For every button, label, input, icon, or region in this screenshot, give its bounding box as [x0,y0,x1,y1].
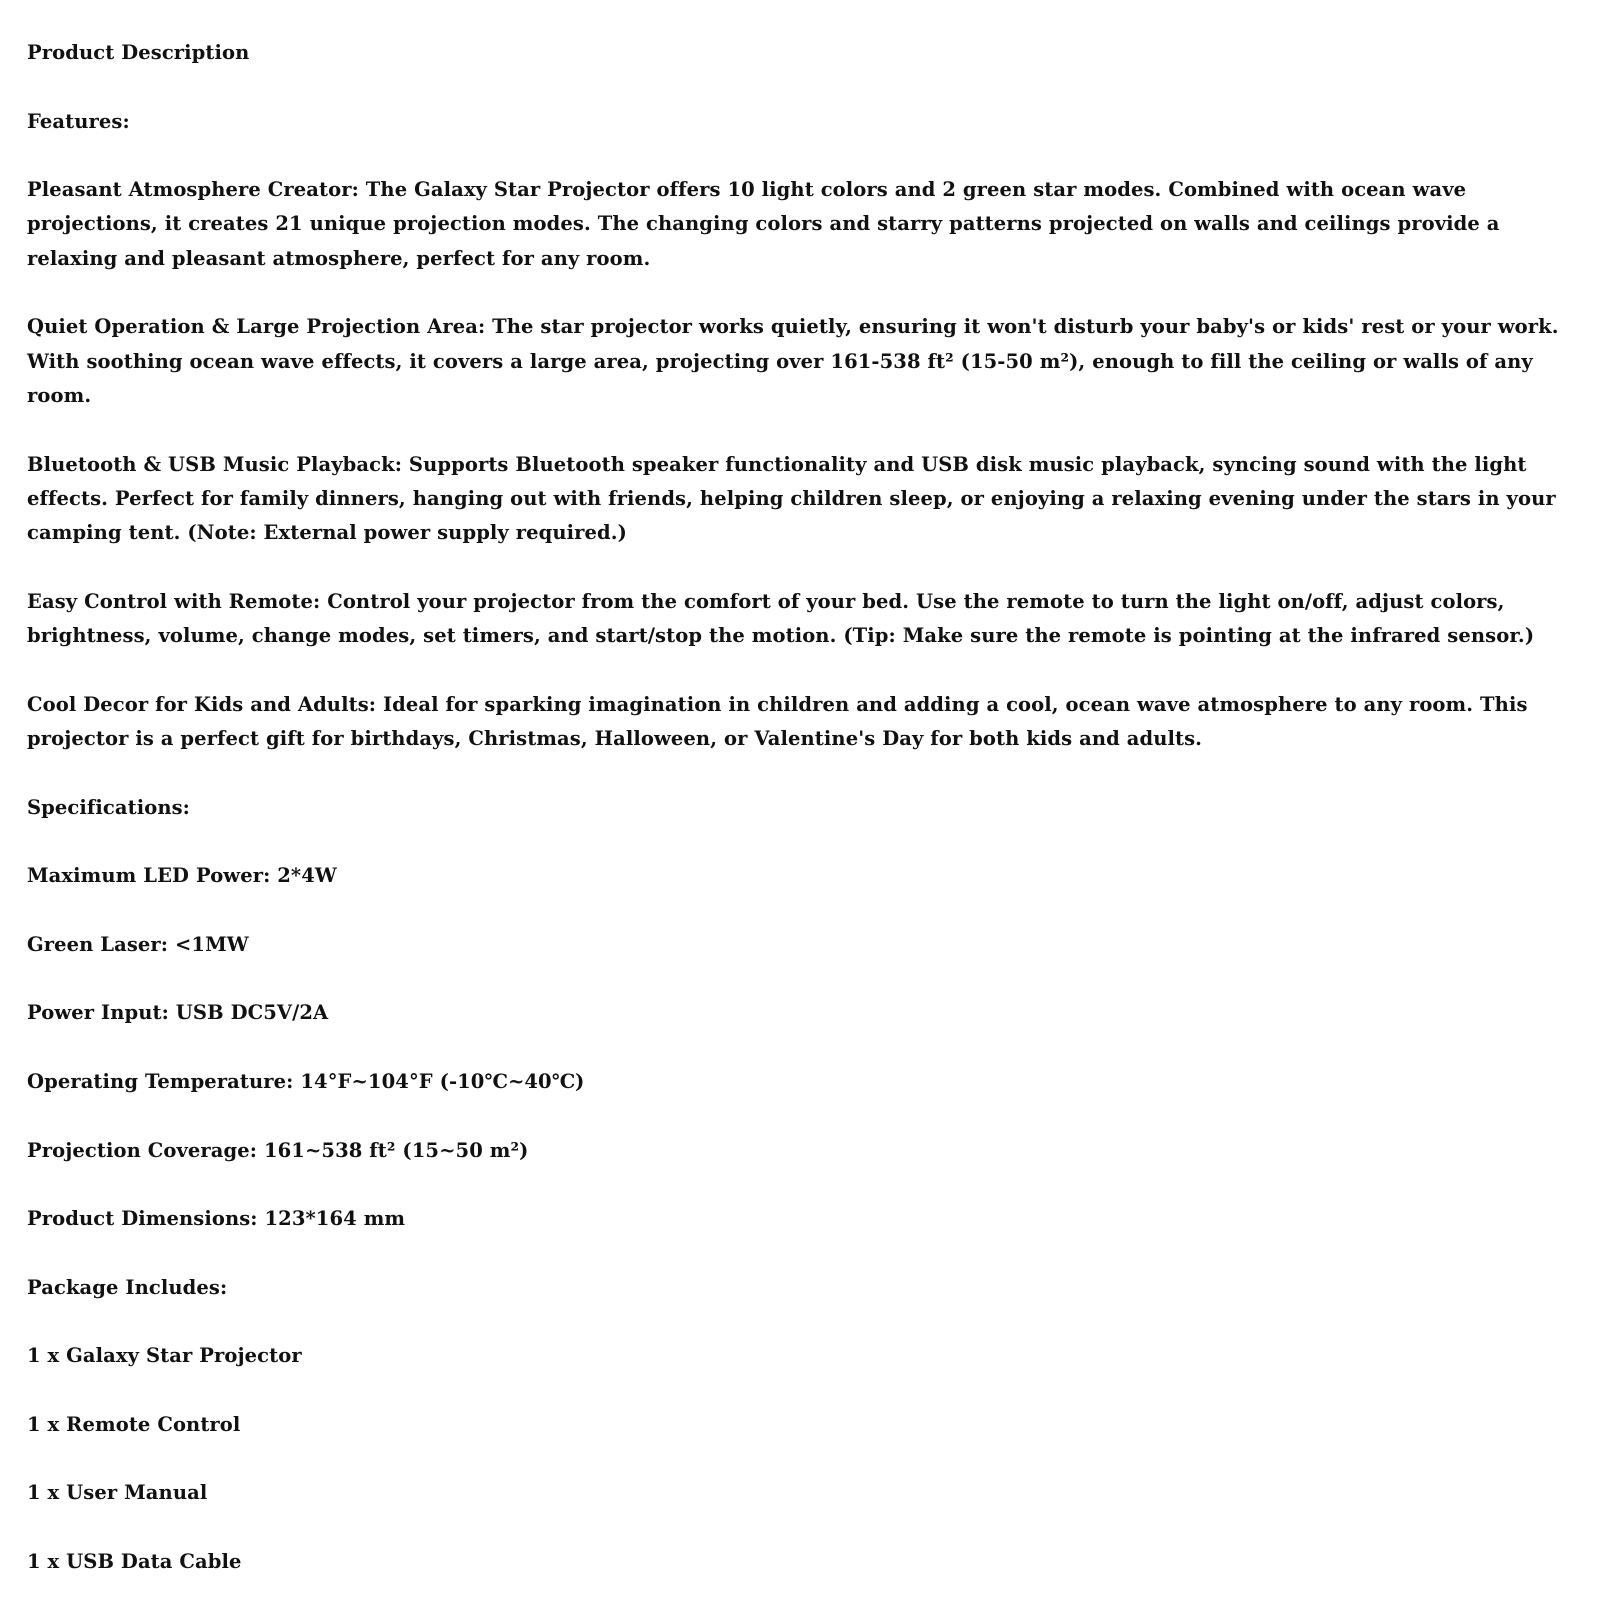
feature-bluetooth-usb-playback: Bluetooth & USB Music Playback: Supports Bluetooth speaker functionality and USB disk music playback, syncing sound with the light effects. Perfect for family dinners, hanging out with friends, helping children sleep, or enjoying a relaxing evening under the stars in your camping tent. (Note: External power supply required.) [27,452,1556,545]
features-heading: Features: [27,109,130,133]
package-heading: Package Includes: [27,1275,228,1299]
feature-cool-decor: Cool Decor for Kids and Adults: Ideal for sparking imagination in children and adding a cool, ocean wave atmosphere to any room. This projector is a perfect gift for birthdays, Christmas, Halloween, or Valentine's Day for both kids and adults. [27,692,1528,750]
feature-atmosphere-creator: Pleasant Atmosphere Creator: The Galaxy Star Projector offers 10 light colors and 2 green star modes. Combined with ocean wave projections, it creates 21 unique projection modes. The changing colors and starry patterns projected on walls and ceilings provide a relaxing and pleasant atmosphere, perfect for any room. [27,178,1500,270]
spec-led-power: Maximum LED Power: 2*4W [27,864,337,888]
spec-projection-coverage: Projection Coverage: 161~538 ft² (15~50 m²) [27,1138,529,1162]
page-title: Product Description [27,41,250,64]
spec-power-input: Power Input: USB DC5V/2A [27,1001,329,1025]
package-item-usb-cable: 1 x USB Data Cable [27,1550,242,1574]
package-item-projector: 1 x Galaxy Star Projector [27,1344,302,1368]
spec-product-dimensions: Product Dimensions: 123*164 mm [27,1207,406,1231]
feature-remote-control: Easy Control with Remote: Control your projector from the comfort of your bed. Use the remote to turn the light on/off, adjust colors, brightness, volume, change modes, set timers, and start/stop the motion. (Tip: Make sure the remote is pointing at the infrared sensor.) [27,589,1535,648]
package-item-manual: 1 x User Manual [27,1481,208,1505]
package-item-remote: 1 x Remote Control [27,1412,241,1436]
product-description-document [27,36,1573,1614]
specifications-heading: Specifications: [27,795,190,819]
feature-quiet-operation: Quiet Operation & Large Projection Area: The star projector works quietly, ensuring it won't disturb your baby's or kids' rest or your work. With soothing ocean wave effects, it covers a large area, projecting over 161-538 ft² (15-50 m²), enough to fill the ceiling or walls of any room. [27,315,1559,407]
spec-green-laser: Green Laser: <1MW [27,932,249,956]
spec-operating-temperature: Operating Temperature: 14°F~104°F (-10℃~40℃) [27,1069,585,1093]
